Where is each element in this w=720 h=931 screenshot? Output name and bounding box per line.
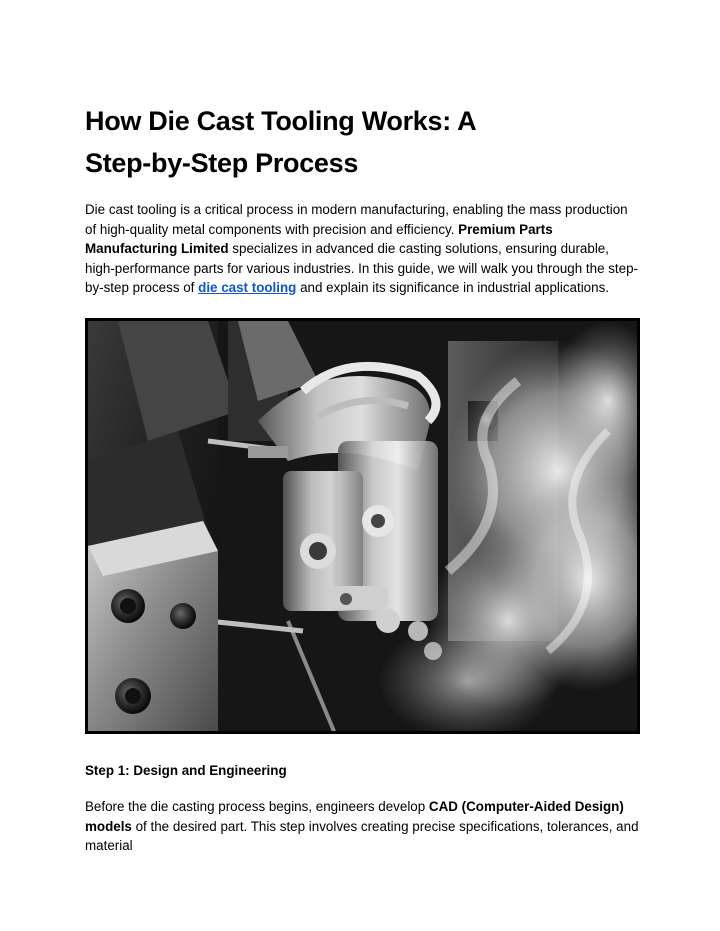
cad-models-term: CAD (Computer-Aided Design) models <box>85 799 624 834</box>
intro-text-1: Die cast tooling is a critical process in modern manufacturing, enabling the mass production of high-quality metal components with precision and efficiency. <box>85 202 628 237</box>
title-line-1: How Die Cast Tooling Works: A <box>85 106 477 136</box>
intro-text-3: and explain its significance in industrial applications. <box>296 280 609 295</box>
intro-paragraph <box>85 200 640 298</box>
die-casting-photo <box>85 318 640 734</box>
die-cast-tooling-link[interactable]: die cast tooling <box>198 280 297 295</box>
step-1-text-1: Before the die casting process begins, engineers develop <box>85 799 429 814</box>
title-line-2: Step-by-Step Process <box>85 148 359 178</box>
document-title <box>85 100 640 184</box>
company-name: Premium Parts Manufacturing Limited <box>85 221 553 256</box>
step-1-heading: Step 1: Design and Engineering <box>85 762 287 778</box>
step-1-paragraph <box>85 797 640 856</box>
die-casting-photo-illustration <box>88 321 637 731</box>
intro-text-2: specializes in advanced die casting solutions, ensuring durable, high-performance parts for various industries. In this guide, we will walk you through the step-by-step process of <box>85 241 639 295</box>
document-page <box>85 100 640 856</box>
step-1-text-2: of the desired part. This step involves creating precise specifications, tolerances, and material <box>85 818 639 853</box>
